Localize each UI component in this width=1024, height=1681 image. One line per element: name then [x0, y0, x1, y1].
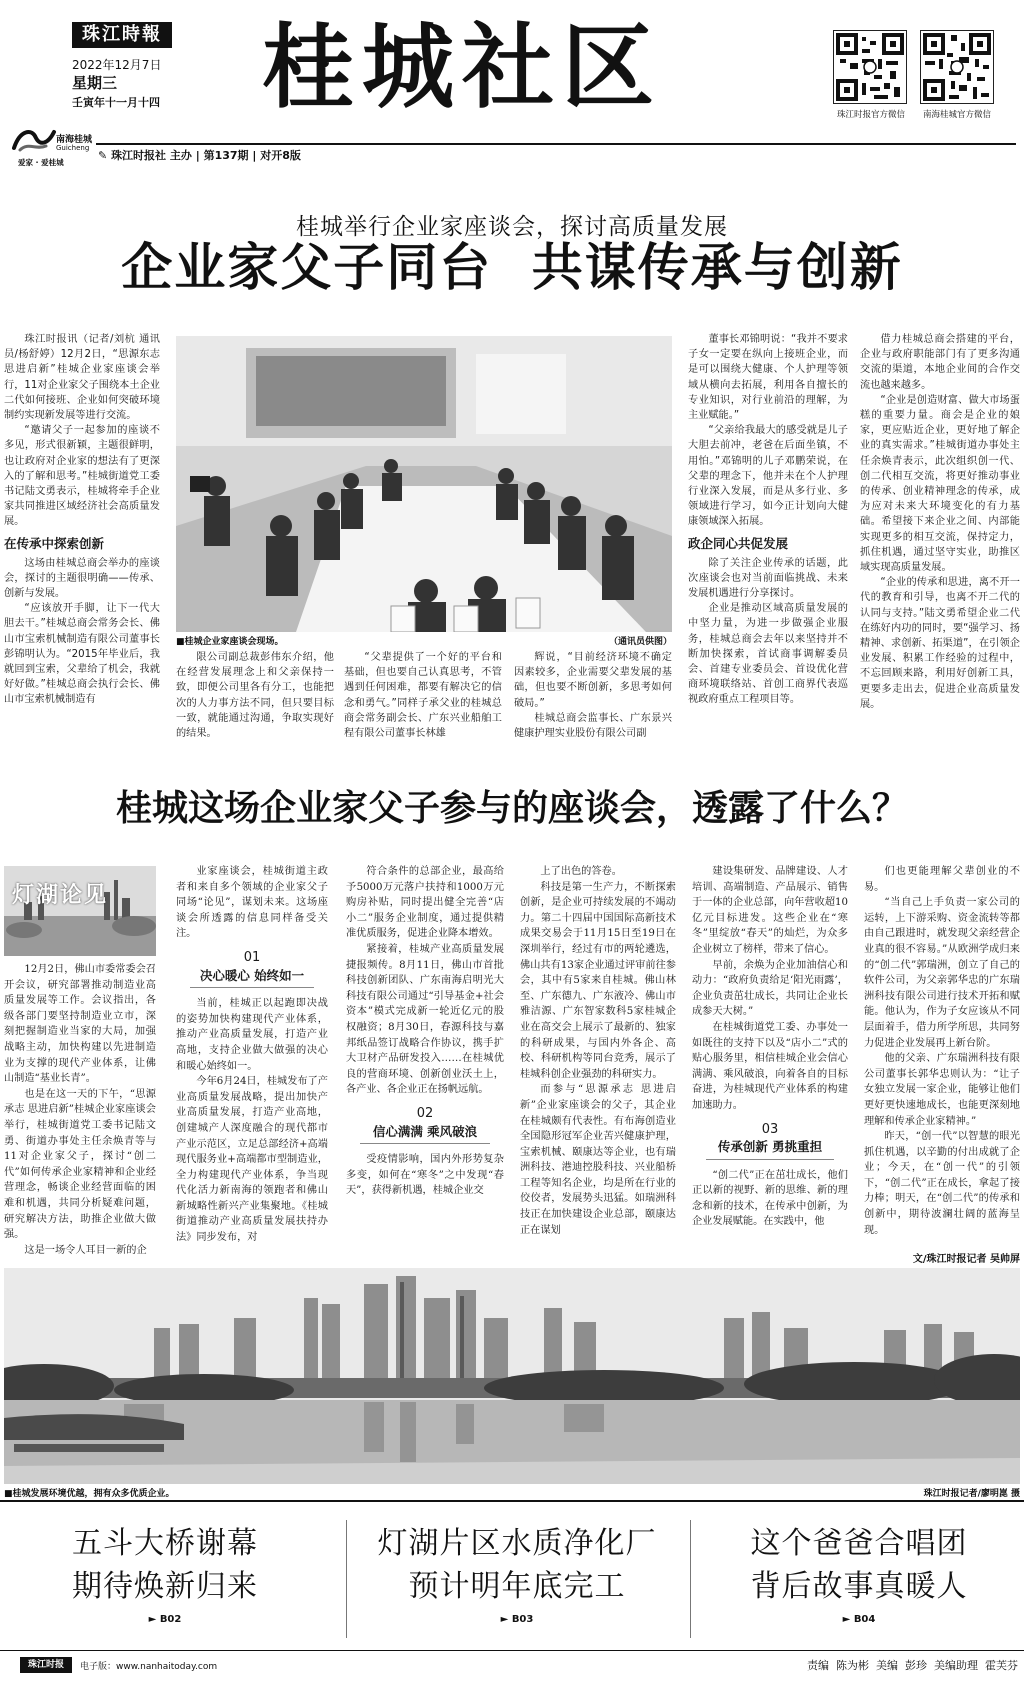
guicheng-logo-icon: [10, 124, 58, 154]
lead-photo-caption: ■桂城企业家座谈会现场。: [176, 637, 284, 647]
paragraph: 今年6月24日，桂城发布了产业高质量发展战略，提出加快产业高质量发展，打造产业高地，创建城产人深度融合的现代都市产业示范区，立足总部经济+高端现代服务业+高端都市型制造业，全力构建现代产业体系，争当现代化活力新南海的领跑者和佛山新城略性新兴产业集聚地。《桂城街道推动产业高质量发展扶持办法》同步发布，对: [176, 1076, 328, 1244]
section-number-03: 03: [761, 1121, 779, 1137]
column-logo: [4, 866, 156, 956]
paragraph: 董事长邓锦明说：“我并不要求子女一定要在纵向上接班企业，而是可以围绕大健康、个人护理等领域从横向去拓展，利用各自擅长的专业知识，对行业前沿的理解，为主业赋能。”: [688, 334, 848, 422]
page-count: 对开8版: [260, 149, 301, 162]
paragraph: 们也更能理解父辈创业的不易。: [864, 866, 1020, 893]
footer-epaper[interactable]: 电子版：www.nanhaitoday.com: [80, 1662, 218, 1672]
logo-sub: Guicheng: [56, 144, 90, 152]
qr-right-label: 南海桂城官方微信: [922, 110, 991, 120]
masthead: [0, 0, 1024, 167]
qr-left-label: 珠江时报官方微信: [836, 110, 905, 120]
lead-column-1: [4, 332, 160, 744]
paragraph: 建设集研发、品牌建设、人才培训、高端制造、产品展示、销售于一体的企业总部，向年营收超10亿元目标进发。这些企业在“寒冬”里绽放“春天”的灿烂，为众多企业树立了榜样，带来了信心。: [692, 866, 848, 955]
logo-slogan: 爱家 · 爱桂城: [18, 158, 64, 167]
paragraph: 在桂城街道党工委、办事处一如既往的支持下以及“店小二”式的贴心服务里，相信桂城企业会信心满满、乘风破浪，向着各自的目标奋进，为桂城现代产业体系的构建加速助力。: [692, 1021, 848, 1111]
teaser-page: ► B02: [148, 1614, 182, 1625]
skyline-caption: ■桂城发展环境优越，拥有众多优质企业。: [4, 1489, 175, 1499]
feature-byline: 文/珠江时报记者 吴帅屏: [912, 1254, 1020, 1265]
paragraph: 昨天，“创一代”以智慧的眼光抓住机遇，以辛勤的付出成就了企业；今天，在“创一代”的引领下，“创二代”正在成长，拿起了接力棒；明天，在“创二代”的传承和创新中，期待波澜壮阔的蓝海呈现。: [864, 1131, 1020, 1236]
feature-col-2: [176, 864, 328, 1264]
issue-number: 第137期: [203, 149, 249, 162]
pen-icon: ✎: [98, 149, 108, 162]
lead-column-B: [344, 650, 502, 746]
footer-editors: 责编 陈为彬 美编 彭珍 美编助理 霍芙芬: [807, 1659, 1018, 1672]
paragraph: 科技是第一生产力，不断探索创新，是企业可持续发展的不竭动力。第二十四届中国国际高新技术成果交易会于11月15日至19日在深圳举行，经过有市的两轮遴选，佛山共有13家企业通过评审前往参会，其中有5家来自桂城。佛山林至、广东德九、广东液冷、佛山市雅洁源、广东智家数科5家桂城企业在高交会上展示了最新的、独家的科研成果，与国内外各企、高校、科研机构等同台竞秀，展示了桂城科创企业强劲的科研实力。: [520, 881, 676, 1080]
teaser-3[interactable]: [698, 1522, 1020, 1625]
organizer: 珠江时报社 主办: [111, 149, 192, 162]
skyline-photo: [4, 1268, 1020, 1484]
teaser-page-number: B03: [511, 1614, 534, 1625]
paragraph: “父辈提供了一个好的平台和基础，但也要自己认真思考，不管遇到任何困难，都要有解决它的信念和勇气。”同样子承父业的桂城总商会常务副会长、广东兴业船舶工程有限公司董事长林雄: [344, 652, 502, 740]
column-logo-text: 灯湖论见: [12, 882, 109, 908]
lead-column-3: [688, 332, 848, 746]
paragraph: 上了出色的答卷。: [540, 866, 622, 877]
paragraph: 限公司副总裁彭伟东介绍，他在经营发展理念上和父亲保持一致，即便公司里各有分工，也能把次的人力事方法不同，但只要目标一致，就能通过沟通，争取实现好的结果。: [176, 652, 334, 740]
feature-col-5: [692, 864, 848, 1264]
subheading: 政企同心共促发展: [688, 535, 789, 551]
paragraph: 当前，桂城正以起跑即决战的姿势加快构建现代产业体系，推动产业高质量发展，打造产业高地，支持企业做大做强的决心和暖心始终如一。: [176, 998, 328, 1072]
paragraph: “邀请父子一起参加的座谈不多见，形式很新颖，主题很鲜明，也让政府对企业家的想法有了更深入的了解和思考。”桂城街道党工委书记陆文勇表示，桂城将牵手企业家共同推进区域经济社会高质量发展。: [4, 425, 160, 528]
lead-photo-credit: （通讯员供图）: [608, 637, 672, 647]
logo-name: 南海桂城: [56, 135, 93, 145]
section-title-02: 信心满满 乘风破浪: [360, 1124, 490, 1145]
teaser-1[interactable]: [4, 1522, 326, 1625]
issue-date: 2022年12月7日: [72, 58, 162, 72]
paragraph: 借力桂城总商会搭建的平台，企业与政府职能部门有了更多沟通交流的渠道，本地企业间的合作交流也越来越多。: [860, 334, 1020, 391]
paper-name-logo: 珠江時報: [72, 22, 172, 48]
lead-photo: [176, 336, 672, 632]
paragraph: 珠江时报讯（记者/刘杭 通讯员/杨舒婷）12月2日，“思源东志 思进启新”桂城企业家座谈会举行，11对企业家父子围绕本土企业二代如何接班、企业如何突破环境制约实现新发展等进行交流。: [4, 334, 160, 422]
paragraph: “应该放开手脚，让下一代大胆去干。”桂城总商会常务会长、佛山市宝索机械制造有限公司董事长彭锦明认为。“2015年毕业后，我就回到宝索，父辈给了机会，我就好好做。”桂城总商会执行会长、佛山市宝索机械制造有: [4, 603, 160, 706]
subheading: 在传承中探索创新: [4, 535, 105, 551]
lead-kicker: 桂城举行企业家座谈会，探讨高质量发展: [296, 214, 728, 240]
paragraph: 早前，余焕为企业加油信心和动力：“政府负责给足‘阳光雨露’，企业负责茁壮成长，共同让企业长成参天大树。”: [692, 959, 848, 1018]
paragraph: 而参与“思源承志 思进启新”企业家座谈会的父子，其企业在桂城颇有代表性。有布海创造业全国隐形冠军企业苦兴健康护理，宝索机械、颐康达等企业，也有瑞洲科技、港迪控股科技、兴业船桥工程等知名企业，均是所在行业的佼佼者，发展势头迅猛。如瑞洲科技正在加快建设企业总部，颐康达正在谋划: [520, 1084, 676, 1236]
paragraph: 辉说，“目前经济环境不确定因素较多，企业需要父辈发展的基础，但也要不断创新，多思考如何破局。”: [514, 652, 672, 709]
feature-headline: 桂城这场企业家父子参与的座谈会，透露了什么？: [115, 788, 908, 829]
paragraph: 他的父亲、广东瑞洲科技有限公司董事长郭华忠则认为：“让子女独立发展一家企业，能够让他们更好更快速地成长，也能更深刻地理解和传承企业家精神。”: [864, 1053, 1020, 1127]
paragraph: 受疫情影响，国内外形势复杂多变，如何在“寒冬”之中发现“春天”，获得新机遇，桂城企业交: [346, 1154, 504, 1197]
lead-column-C: [514, 650, 672, 746]
teaser-line-1: 这个爸爸合唱团: [750, 1526, 968, 1561]
paragraph: 除了关注企业传承的话题，此次座谈会也对当前面临挑战、未来发展机遇进行分享探讨。: [688, 557, 848, 600]
teaser-2[interactable]: [352, 1522, 682, 1625]
teaser-page-number: B04: [853, 1614, 876, 1625]
teaser-divider: [346, 1520, 347, 1638]
footer-label: 珠江时报: [20, 1657, 72, 1673]
teaser-block-top-rule: [0, 1500, 1024, 1502]
masthead-rule: [96, 143, 1016, 145]
feature-col-3: [346, 864, 504, 1264]
paragraph: 符合条件的总部企业，最高给予5000万元落户扶持和1000万元购房补贴，同时提出健全完善“店小二”服务企业制度，通过提供精准优质服务，促进企业降本增效。: [346, 866, 504, 940]
teaser-page: ► B03: [500, 1614, 534, 1625]
teaser-line-2: 预计明年底完工: [408, 1569, 626, 1604]
paragraph: “父亲给我最大的感受就是儿子大胆去前冲，老爸在后面坐镇，不用怕。”邓锦明的儿子邓鹏荣说，在父辈的理念下，他并未在个人护理行业深入发展，而是从多行业、多领域进行学习，如今正计划向大健康领域深入拓展。: [688, 425, 848, 528]
skyline-credit: 珠江时报记者/廖明崑 摄: [923, 1489, 1020, 1499]
lead-headline: 企业家父子同台 共谋传承与创新: [121, 239, 903, 298]
teaser-line-2: 背后故事真暖人: [750, 1569, 968, 1604]
lead-column-4: [860, 332, 1020, 746]
paragraph: 企业是推动区域高质量发展的中坚力量，为进一步做强企业服务，桂城总商会去年以来坚持并不断加快探索，首试商事调解委员会、首建专业委员会、首设优化营商环境联络站、首创工商界代表巡视政府重点工程项目等。: [688, 603, 848, 706]
paragraph: 也是在这一天的下午，“思源承志 思进启新”桂城企业家座谈会举行，桂城街道党工委书记陆文勇、街道办事处主任余焕青等与11对企业家父子，探讨“创二代”如何传承企业家精神和企业经营理念，畅谈企业经营面临的困难和机遇，共同分析疑难问题，研究解决方法，助推企业做大做强。: [4, 1088, 156, 1241]
feature-col-6: [864, 864, 1020, 1246]
feature-col-1: [4, 962, 156, 1264]
guicheng-logo: [10, 120, 93, 170]
section-number-02: 02: [416, 1105, 434, 1121]
paragraph: “当自己上手负责一家公司的运转，上下游采购、资金流转等都由自己跟进时，就发现父亲经营企业真的很不容易。”从欧洲学成归来的“创二代”郭瑞洲，创立了自己的软件公司，为父亲郭华忠的广东瑞洲科技有限公司进行技术开拓和赋能。他认为，作为子女应该从不同层面着手，借力所学所思，共同努力促进企业发展再上新台阶。: [864, 897, 1020, 1049]
lunar-date: 壬寅年十一月十四: [72, 96, 160, 109]
masthead-title: 桂城社区: [262, 13, 663, 121]
paragraph: 紧接着，桂城产业高质量发展捷报频传。8月11日，佛山市首批科技创新团队、广东南海启明光大科技有限公司通过“引导基金+社会资本”模式完成新一轮近亿元的股权融资；8月30日，春源科技与嘉邦纸品签订战略合作协议，携手扩大卫材产品研发投入……在桂城优良的营商环境、创新创业沃土上，各产业、各企业正在扬帆远航。: [346, 943, 504, 1096]
paragraph: 业家座谈会，桂城街道主政者和来自多个领域的企业家父子同场“论见”，谋划未来。这场座谈会所透露的信息同样备受关注。: [176, 866, 328, 940]
paragraph: 12月2日，佛山市委常委会召开会议，研究部署推动制造业高质量发展等工作。会议指出，各级各部门要坚持制造业立市，深刻把握制造业当家的大局，加强战略主动，加快构建以先进制造业为支撑的现代产业体系，让佛山制造“基业长青”。: [4, 964, 156, 1085]
paragraph: “企业是创造财富、做大市场蛋糕的重要力量。商会是企业的娘家，更应贴近企业，更好地了解企业的真实需求。”桂城街道办事处主任余焕青表示，此次组织创一代、创二代相互交流，将更好推动事业的传承、创业精神理念的传承，成为应对未来大环境变化的有力基础。希望接下来企业之间、内部能实现更多的相互交流，保持定力，抓住机遇，通过坚守实业，助推区域实现高质量发展。: [860, 394, 1020, 574]
paragraph: “创二代”正在茁壮成长，他们正以新的视野、新的思维、新的理念和新的技术，在传承中创新，为企业发展赋能。在实践中，他: [692, 1169, 848, 1228]
qr-code-right: [920, 30, 994, 104]
section-number-01: 01: [243, 949, 261, 965]
teaser-line-1: 五斗大桥谢幕: [72, 1526, 258, 1561]
paragraph: “企业的传承和思进，离不开一代的教育和引导，也离不开二代的认同与支持。”陆文勇希望企业二代在练好内功的同时，要“强学习、扬精神、求创新、拓渠道”，在引领企业发展、积累工作经验的过程中，不忘回顾来路，利用好创新工具，更要多走出去，促进企业高质量发展。: [860, 577, 1020, 710]
paragraph: 这场由桂城总商会举办的座谈会，探讨的主题很明确——传承、创新与发展。: [4, 557, 160, 600]
teaser-page: ► B04: [842, 1614, 876, 1625]
section-title-01: 决心暖心 始终如一: [190, 968, 314, 989]
lead-column-A: [176, 650, 334, 746]
teaser-page-number: B02: [159, 1614, 182, 1625]
teaser-divider: [690, 1520, 691, 1638]
section-title-03: 传承创新 勇挑重担: [706, 1139, 834, 1160]
teaser-line-2: 期待焕新归来: [72, 1569, 258, 1604]
paragraph: 这是一场令人耳目一新的企: [24, 1244, 147, 1256]
weekday: 星期三: [72, 74, 118, 92]
teaser-line-1: 灯湖片区水质净化厂: [377, 1526, 657, 1561]
feature-col-4: [520, 864, 676, 1264]
qr-code-left: [833, 30, 907, 104]
footer-rule: [0, 1650, 1024, 1651]
paragraph: 桂城总商会监事长、广东景兴健康护理实业股份有限公司副: [514, 712, 672, 740]
publisher-line: ✎ 珠江时报社 主办 | 第137期 | 对开8版: [98, 149, 301, 162]
